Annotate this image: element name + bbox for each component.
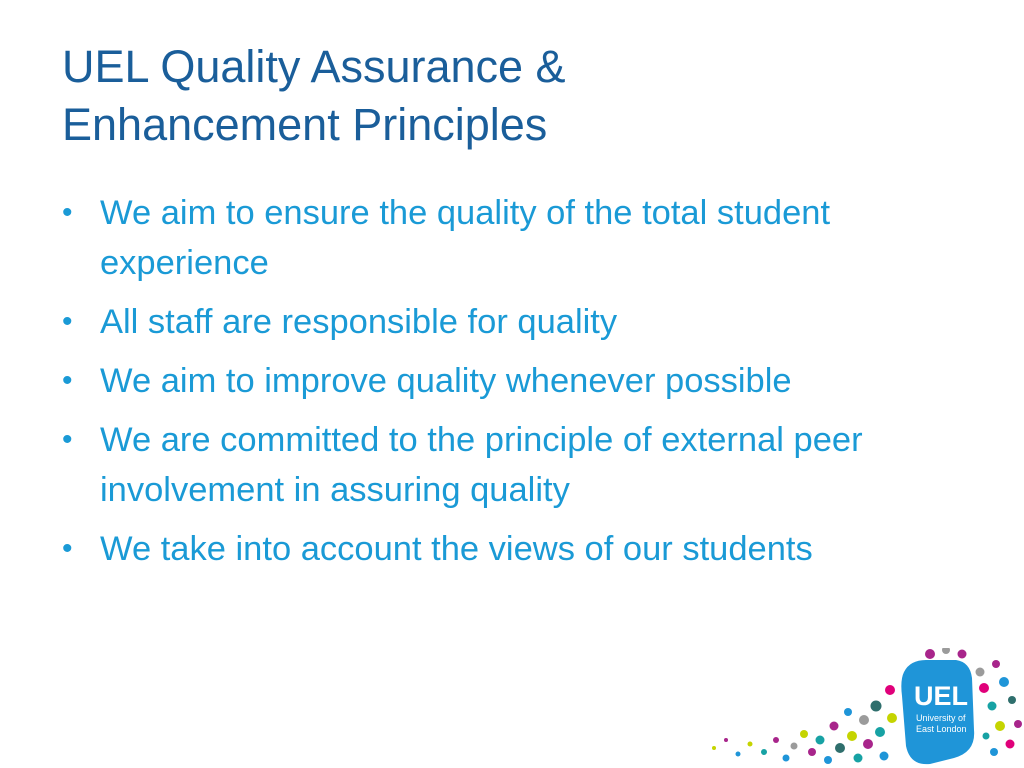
decorative-dot [979, 683, 989, 693]
uel-logo-line-2: East London [916, 724, 967, 734]
bullet-marker: • [62, 305, 73, 338]
decorative-dot [1014, 720, 1022, 728]
slide-title-line-1: UEL Quality Assurance & [62, 41, 566, 92]
bullet-text: We aim to improve quality whenever possible [100, 362, 792, 400]
slide-title [62, 38, 962, 154]
decorative-dot [976, 668, 985, 677]
decorative-dot [942, 648, 950, 654]
decorative-dot [983, 733, 990, 740]
decorative-dot [808, 748, 816, 756]
decorative-dot [875, 727, 885, 737]
bullet-item [60, 188, 980, 288]
decorative-dot [844, 708, 852, 716]
decorative-dot [990, 748, 998, 756]
decorative-dot [847, 731, 857, 741]
decorative-dots [712, 648, 1022, 764]
decorative-dot [880, 752, 889, 761]
bullet-item [60, 415, 980, 515]
decorative-dot [958, 650, 967, 659]
decorative-dot [925, 649, 935, 659]
bullet-marker: • [62, 196, 73, 229]
decorative-dot [724, 738, 728, 742]
decorative-dot [783, 755, 790, 762]
uel-logo-wordmark: UEL [914, 681, 968, 711]
decorative-dot [995, 721, 1005, 731]
decorative-dot [736, 752, 741, 757]
decorative-dot [835, 743, 845, 753]
bullet-marker: • [62, 532, 73, 565]
bullet-item [60, 356, 980, 406]
decorative-dot [863, 739, 873, 749]
decorative-dot [748, 742, 753, 747]
decorative-dot [712, 746, 716, 750]
decorative-dot [999, 677, 1009, 687]
decorative-dot [773, 737, 779, 743]
decorative-dot [816, 736, 825, 745]
decorative-dot [824, 756, 832, 764]
uel-logo [694, 648, 1024, 768]
uel-logo-graphic [694, 648, 1024, 768]
decorative-dot [830, 722, 839, 731]
decorative-dot [988, 702, 997, 711]
decorative-dot [1008, 696, 1016, 704]
bullet-text: We are committed to the principle of external peer involvement in assuring quality [100, 421, 863, 509]
decorative-dot [859, 715, 869, 725]
uel-logo-line-1: University of [916, 713, 966, 723]
bullet-text: We take into account the views of our students [100, 530, 813, 568]
decorative-dot [800, 730, 808, 738]
decorative-dot [992, 660, 1000, 668]
bullet-marker: • [62, 423, 73, 456]
bullet-item [60, 524, 980, 574]
decorative-dot [887, 713, 897, 723]
decorative-dot [885, 685, 895, 695]
bullet-text: We aim to ensure the quality of the total student experience [100, 194, 831, 282]
bullet-text: All staff are responsible for quality [100, 303, 618, 341]
slide-title-line-2: Enhancement Principles [62, 99, 548, 150]
bullet-item [60, 297, 980, 347]
decorative-dot [791, 743, 798, 750]
decorative-dot [761, 749, 767, 755]
bullet-marker: • [62, 364, 73, 397]
bullet-list [60, 188, 980, 583]
decorative-dot [854, 754, 863, 763]
decorative-dot [871, 701, 882, 712]
decorative-dot [1006, 740, 1015, 749]
